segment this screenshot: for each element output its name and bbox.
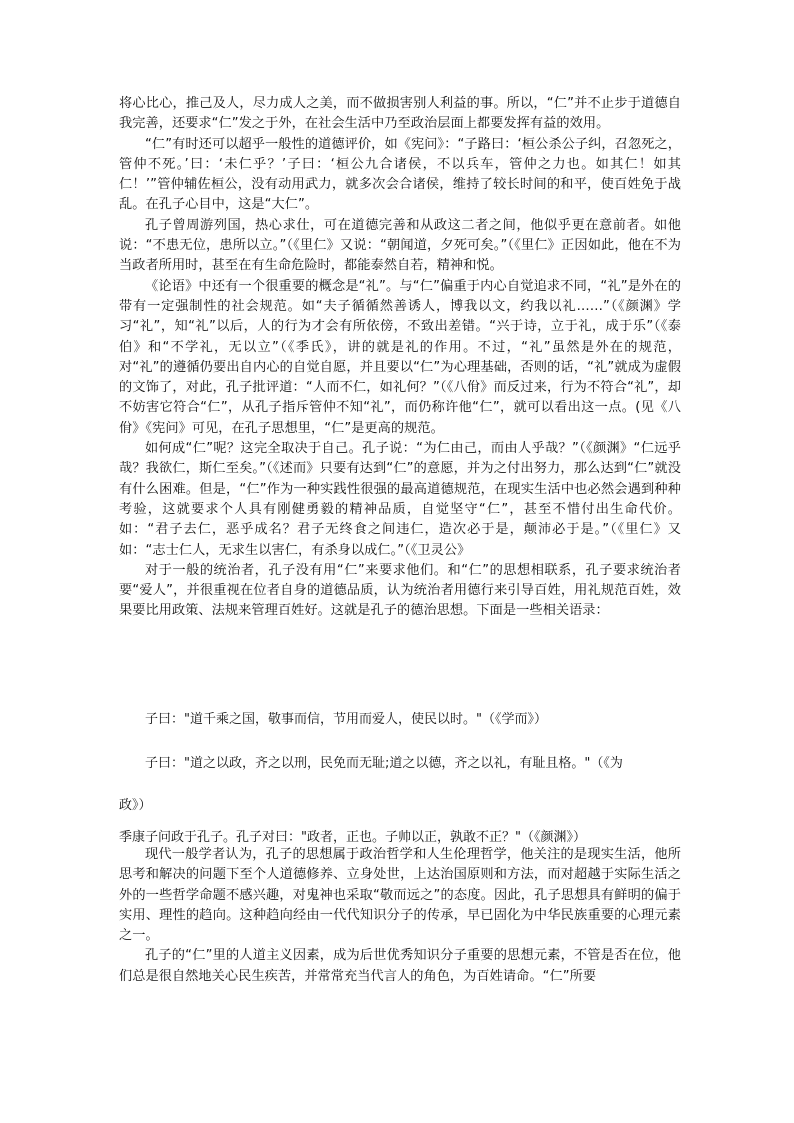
paragraph-2: “仁”有时还可以超乎一般性的道德评价，如《宪问》：“子路曰：‘桓公杀公子纠，召忽死之，管仲不死。’曰：‘未仁乎？’子曰：‘桓公九合诸侯，不以兵车，管仲之力也。如其仁！如其仁！’”管仲辅佐桓公，没有动用武力，就多次会合诸侯，维持了较长时间的和平，使百姓免于战乱。在孔子心目中，这是“大仁”。: [119, 136, 681, 213]
document-tail: [119, 845, 681, 987]
quote-xueer: 子曰："道千乘之国，敬事而信，节用而爱人，使民以时。"（《学而》）: [145, 712, 547, 727]
paragraph-6: 对于一般的统治者，孔子没有用“仁”来要求他们。和“仁”的思想相联系，孔子要求统治者要“爱人”，并很重视在位者自身的道德品质，认为统治者用德行来引导百姓，用礼规范百姓，效果要比用政策、法规来管理百姓好。这就是孔子的德治思想。下面是一些相关语录：: [119, 562, 681, 619]
paragraph-1: 将心比心，推己及人，尽力成人之美，而不做损害别人利益的事。所以，“仁”并不止步于道德自我完善，还要求“仁”发之于外，在社会生活中乃至政治层面上都要发挥有益的效用。: [119, 96, 681, 132]
paragraph-7: 现代一般学者认为，孔子的思想属于政治哲学和人生伦理哲学，他关注的是现实生活，他所思考和解决的问题下至个人道德修养、立身处世，上达治国原则和方法，而对超越于实际生活之外的一些哲学命题不感兴趣，对鬼神也采取“敬而远之”的态度。因此，孔子思想具有鲜明的偏于实用、理性的趋向。这种趋向经由一代代知识分子的传承，早已固化为中华民族重要的心理元素之一。: [119, 847, 681, 944]
paragraph-4: 《论语》中还有一个很重要的概念是“礼”。与“仁”偏重于内心自觉追求不同，“礼”是外在的带有一定强制性的社会规范。如“夫子循循然善诱人，博我以文，约我以礼……”（《颜渊》学习“礼”，知“礼”以后，人的行为才会有所依傍，不致出差错。“兴于诗，立于礼，成于乐”（《泰伯》和“不学礼，无以立”（《季氏》，讲的就是礼的作用。不过，“礼”虽然是外在的规范，对“礼”的遵循仍要出自内心的自觉自愿，并且要以“仁”为心理基础，否则的话，“礼”就成为虚假的文饰了，对此，孔子批评道：“人而不仁，如礼何？”（《八佾》而反过来，行为不符合“礼”，却不妨害它符合“仁”，从孔子指斥管仲不知“礼”，而仍称许他“仁”，就可以看出这一点。(见《八佾》《宪问》可见，在孔子思想里，“仁”是更高的规范。: [119, 278, 681, 436]
quote-weizheng-continued: 政》）: [119, 798, 152, 813]
paragraph-5: 如何成“仁”呢？这完全取决于自己。孔子说：“为仁由己，而由人乎哉？”（《颜渊》“仁远乎哉？我欲仁，斯仁至矣。”（《述而》只要有达到“仁”的意愿，并为之付出努力，那么达到“仁”就没有什么困难。但是，“仁”作为一种实践性很强的最高道德规范，在现实生活中也必然会遇到种种考验，这就要求个人具有刚健勇毅的精神品质，自觉坚守“仁”，甚至不惜付出生命代价。如：“君子去仁，恶乎成名？君子无终食之间违仁，造次必于是，颠沛必于是。”（《里仁》又如：“志士仁人，无求生以害仁，有杀身以成仁。”（《卫灵公》: [119, 441, 681, 558]
document-body: [119, 94, 681, 622]
paragraph-3: 孔子曾周游列国，热心求仕，可在道德完善和从政这二者之间，他似乎更在意前者。如他说：“不患无位，患所以立。”（《里仁》又说：“朝闻道，夕死可矣。”（《里仁》正因如此，他在不为当政者所用时，甚至在有生命危险时，都能泰然自若，精神和悦。: [119, 217, 681, 274]
quote-yanyuan: 季康子问政于孔子。孔子对曰："政者，正也。子帅以正，孰敢不正？"（《颜渊》）: [119, 830, 586, 845]
quote-weizheng: 子曰："道之以政，齐之以刑，民免而无耻;道之以德，齐之以礼，有耻且格。"（《为: [145, 756, 623, 771]
paragraph-8: 孔子的“仁”里的人道主义因素，成为后世优秀知识分子重要的思想元素，不管是否在位，他们总是很自然地关心民生疾苦，并常常充当代言人的角色，为百姓请命。“仁”所要: [119, 948, 681, 984]
